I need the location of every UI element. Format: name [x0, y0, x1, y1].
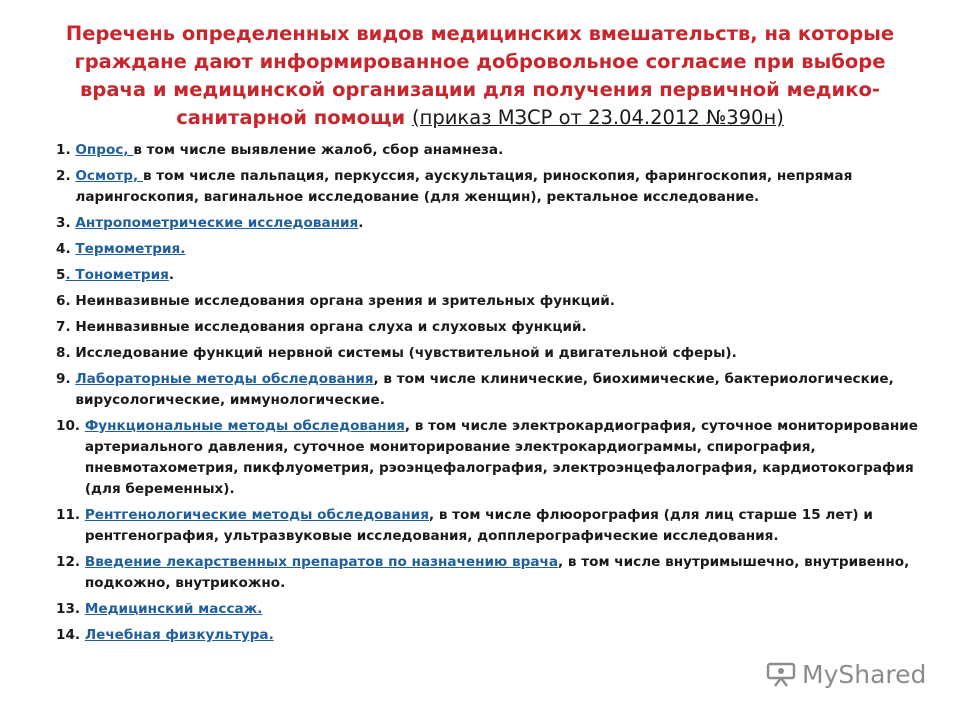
list-item [56, 265, 936, 286]
list-item [56, 369, 936, 411]
item-text: . [168, 267, 175, 283]
item-number: 4. [56, 241, 76, 257]
intervention-list [56, 140, 936, 651]
title-main: Перечень определенных видов медицинских вмешательств, на которые граждане дают информированное добровольное согласие при выборе врача и медицинской организации для получения первичной медико-санитарной помощи [65, 22, 895, 129]
list-item [56, 317, 936, 338]
item-text: , в том числе клинические, биохимические, бактериологические, вирусологические, иммунологические. [75, 371, 894, 408]
item-number: 6. [56, 293, 76, 309]
item-link[interactable]: Осмотр, [75, 168, 143, 184]
title-order: (приказ МЗСР от 23.04.2012 №390н) [412, 106, 784, 129]
list-item [56, 291, 936, 312]
watermark-text: MyShared [802, 659, 927, 689]
list-item [56, 552, 936, 594]
item-number: 7. [56, 319, 76, 335]
projector-icon [766, 661, 796, 687]
item-number: 12. [56, 554, 85, 570]
item-number: 14. [56, 627, 85, 643]
item-text: , в том числе внутримышечно, внутривенно, подкожно, внутрикожно. [84, 554, 910, 591]
list-item [56, 625, 936, 646]
item-number: 10. [56, 418, 85, 434]
item-link[interactable]: Опрос, [75, 142, 134, 158]
page-title [40, 20, 920, 132]
item-number: 8. [56, 345, 76, 361]
item-text: . [358, 215, 364, 231]
item-text: , в том числе флюорография (для лиц старше 15 лет) и рентгенография, ультразвуковые исследования, допплерографические исследования. [84, 507, 873, 544]
item-link[interactable]: Функциональные методы обследования [84, 418, 405, 434]
item-link[interactable]: Лечебная физкультура. [84, 627, 274, 643]
item-number: 11. [56, 507, 85, 523]
list-item [56, 505, 936, 547]
item-number: 2. [56, 168, 76, 184]
item-text: в том числе пальпация, перкуссия, аускультация, риноскопия, фарингоскопия, непрямая ларингоскопия, вагинальное исследование (для женщин), ректальное исследование. [75, 168, 853, 205]
item-link[interactable]: Рентгенологические методы обследования [84, 507, 429, 523]
item-number: 13. [56, 601, 85, 617]
list-item [56, 599, 936, 620]
item-link[interactable]: Термометрия. [75, 241, 186, 257]
item-text: , в том числе электрокардиография, суточное мониторирование артериального давления, суточное мониторирование электрокардиограммы, спирография, пневмотахометрия, пикфлуометрия, рэоэнцефалография, электроэнцефалография, кардиотокография (для беременных). [84, 418, 918, 497]
item-link[interactable]: Антропометрические исследования [75, 215, 359, 231]
list-item [56, 166, 936, 208]
item-number: 5 [56, 267, 66, 283]
list-item [56, 416, 936, 500]
item-number: 9. [56, 371, 76, 387]
item-link[interactable]: Медицинский массаж. [84, 601, 263, 617]
item-text: Неинвазивные исследования органа слуха и слуховых функций. [75, 319, 587, 335]
list-item [56, 343, 936, 364]
item-number: 3. [56, 215, 76, 231]
item-link[interactable]: Лабораторные методы обследования [75, 371, 374, 387]
item-number: 1. [56, 142, 76, 158]
item-link[interactable]: . Тонометрия [65, 267, 169, 283]
list-item [56, 140, 936, 161]
watermark [766, 656, 926, 692]
item-text: Исследование функций нервной системы (чувствительной и двигательной сферы). [75, 345, 737, 361]
item-text: Неинвазивные исследования органа зрения и зрительных функций. [75, 293, 615, 309]
list-item [56, 213, 936, 234]
list-item [56, 239, 936, 260]
item-text: в том числе выявление жалоб, сбор анамнеза. [133, 142, 504, 158]
item-link[interactable]: Введение лекарственных препаратов по назначению врача [84, 554, 559, 570]
